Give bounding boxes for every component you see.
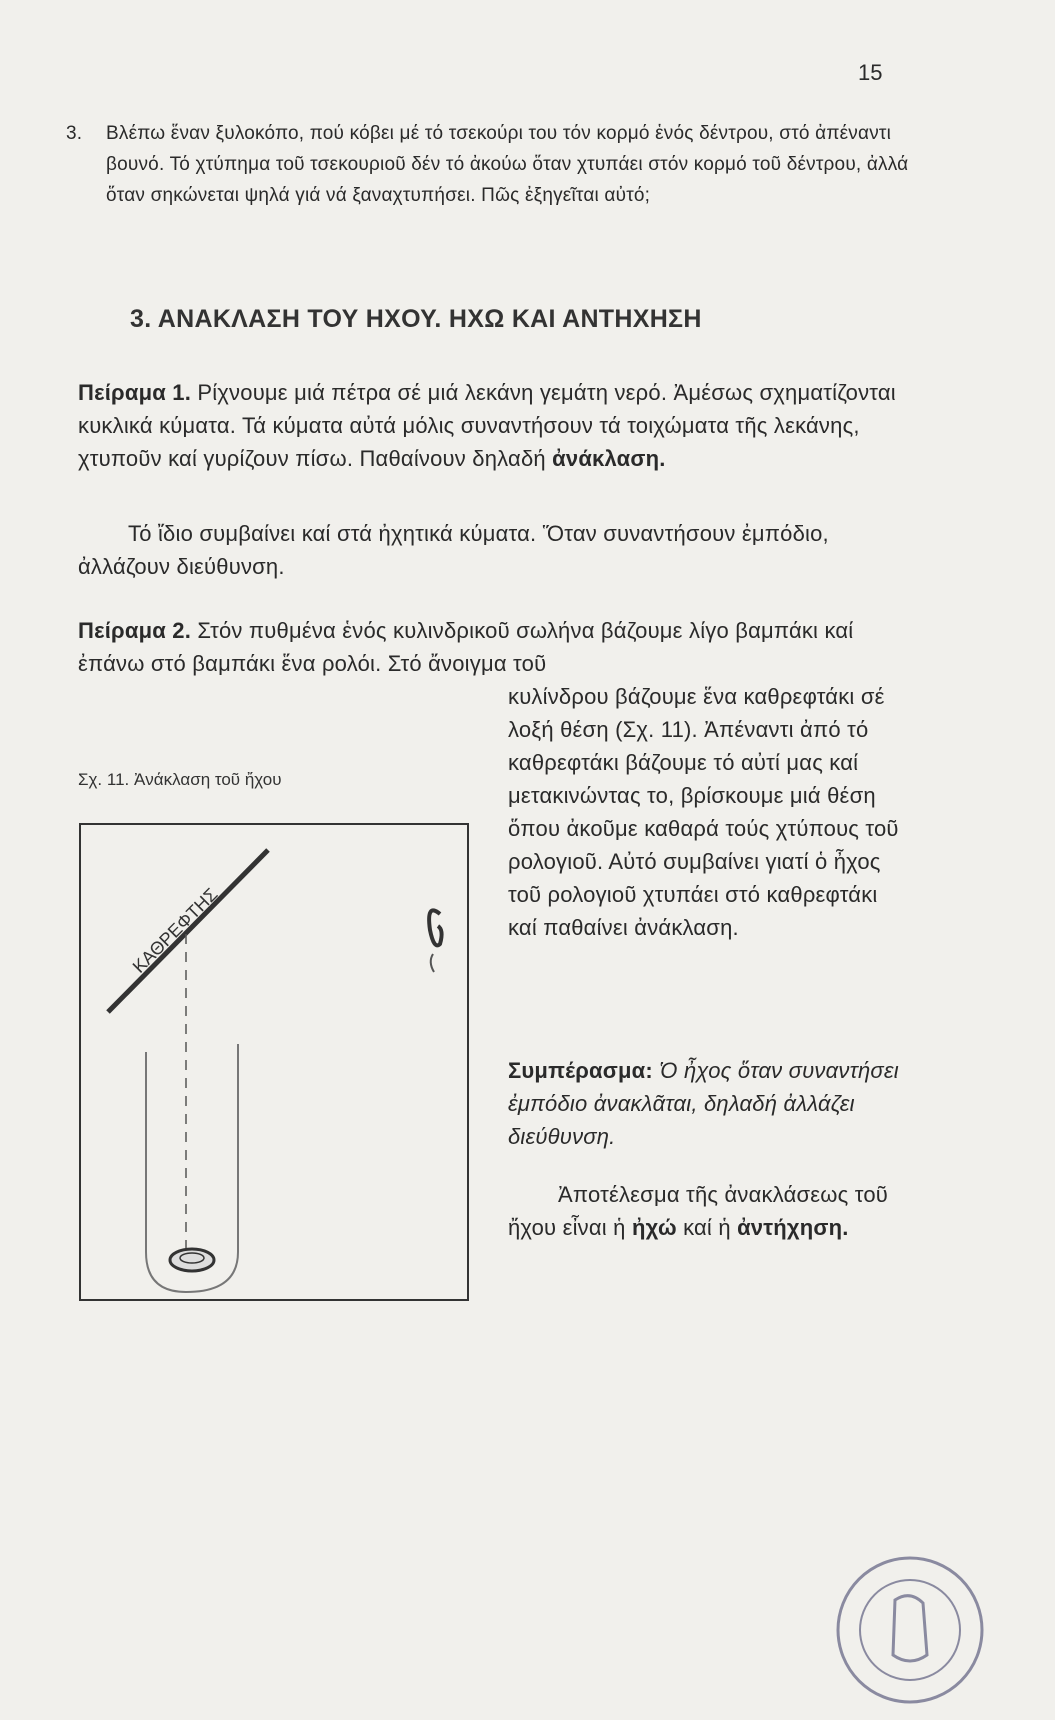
result-text-a: Ἀποτέλεσμα τῆς ἀνακλάσεως τοῦ ἤχου εἶναι ἡ (508, 1182, 889, 1240)
term-echo: ἠχώ (631, 1215, 677, 1240)
figure-frame (80, 824, 468, 1300)
conclusion-text: Ὁ ἦχος ὅταν συναντήσει ἐμπόδιο ἀνακλᾶται, δηλαδή ἀλλάζει διεύθυνση. (508, 1058, 899, 1149)
section-heading: 3. ΑΝΑΚΛΑΣΗ ΤΟΥ ΗΧΟΥ. ΗΧΩ ΚΑΙ ΑΝΤΗΧΗΣΗ (130, 305, 702, 333)
figure-11 (78, 822, 470, 1307)
reflection-diagram (78, 822, 470, 1302)
experiment-2-text: Στόν πυθμένα ἑνός κυλινδρικοῦ σωλήνα βάζουμε λίγο βαμπάκι καί ἐπάνω στό βαμπάκι ἕνα ρολόι. Στό ἄνοιγμα τοῦ (78, 618, 854, 676)
result-paragraph (508, 1178, 904, 1244)
experiment-2-paragraph (78, 614, 896, 680)
ear-icon (429, 910, 441, 972)
mirror-label: ΚΑΘΡΕΦΤΗΣ (128, 884, 222, 977)
experiment-2-continued: κυλίνδρου βάζουμε ἕνα καθρεφτάκι σέ λοξή θέση (Σχ. 11). Ἀπέναντι ἀπό τό καθρεφτάκι βάζουμε τό αὐτί μας καί μετακινώντας το, βρίσκουμε μιά θέση ὅπου ἀκοῦμε καθαρά τούς χτύπους τοῦ ρολογιοῦ. Αὐτό συμβαίνει γιατί ὁ ἦχος τοῦ ρολογιοῦ χτυπάει στό καθρεφτάκι καί παθαίνει ἀνάκλαση. (508, 684, 899, 940)
question-number: 3. (66, 123, 83, 144)
stamp-seal (835, 1555, 985, 1715)
experiment-1-paragraph (78, 376, 896, 475)
conclusion-label: Συμπέρασμα: (508, 1058, 653, 1083)
experiment-1-label: Πείραμα 1. (78, 380, 192, 405)
experiment-2-label: Πείραμα 2. (78, 618, 192, 643)
figure-caption: Σχ. 11. Ἀνάκλαση τοῦ ἤχου (78, 770, 282, 789)
term-reflection: ἀνάκλαση. (552, 446, 666, 471)
experiment-1-followup: Τό ἴδιο συμβαίνει καί στά ἠχητικά κύματα. Ὅταν συναντήσουν ἐμπόδιο, ἀλλάζουν διεύθυνση. (78, 521, 829, 579)
term-reverberation: ἀντήχηση. (737, 1215, 849, 1240)
experiment-1-text: Ρίχνουμε μιά πέτρα σέ μιά λεκάνη γεμάτη νερό. Ἀμέσως σχηματίζονται κυκλικά κύματα. Τά κύματα αὐτά μόλις συναντήσουν τά τοιχώματα τῆς λεκάνης, χτυποῦν καί γυρίζουν πίσω. Παθαίνουν δηλαδή (78, 380, 896, 471)
question-text: Βλέπω ἕναν ξυλοκόπο, πού κόβει μέ τό τσεκούρι του τόν κορμό ἑνός δέντρου, στό ἀπέναντι βουνό. Τό χτύπημα τοῦ τσεκουριοῦ δέν τό ἀκούω ὅταν χτυπάει στόν κορμό τοῦ δέντρου, ἀλλά ὅταν σηκώνεται ψηλά γιά νά ξαναχτυπήσει. Πῶς ἐξηγεῖται αὐτό; (106, 123, 909, 206)
result-text-b: καί ἡ (676, 1215, 738, 1240)
exercise-question (66, 118, 911, 211)
conclusion (508, 1054, 904, 1153)
library-stamp (835, 1555, 985, 1720)
page-number: 15 (858, 60, 883, 85)
